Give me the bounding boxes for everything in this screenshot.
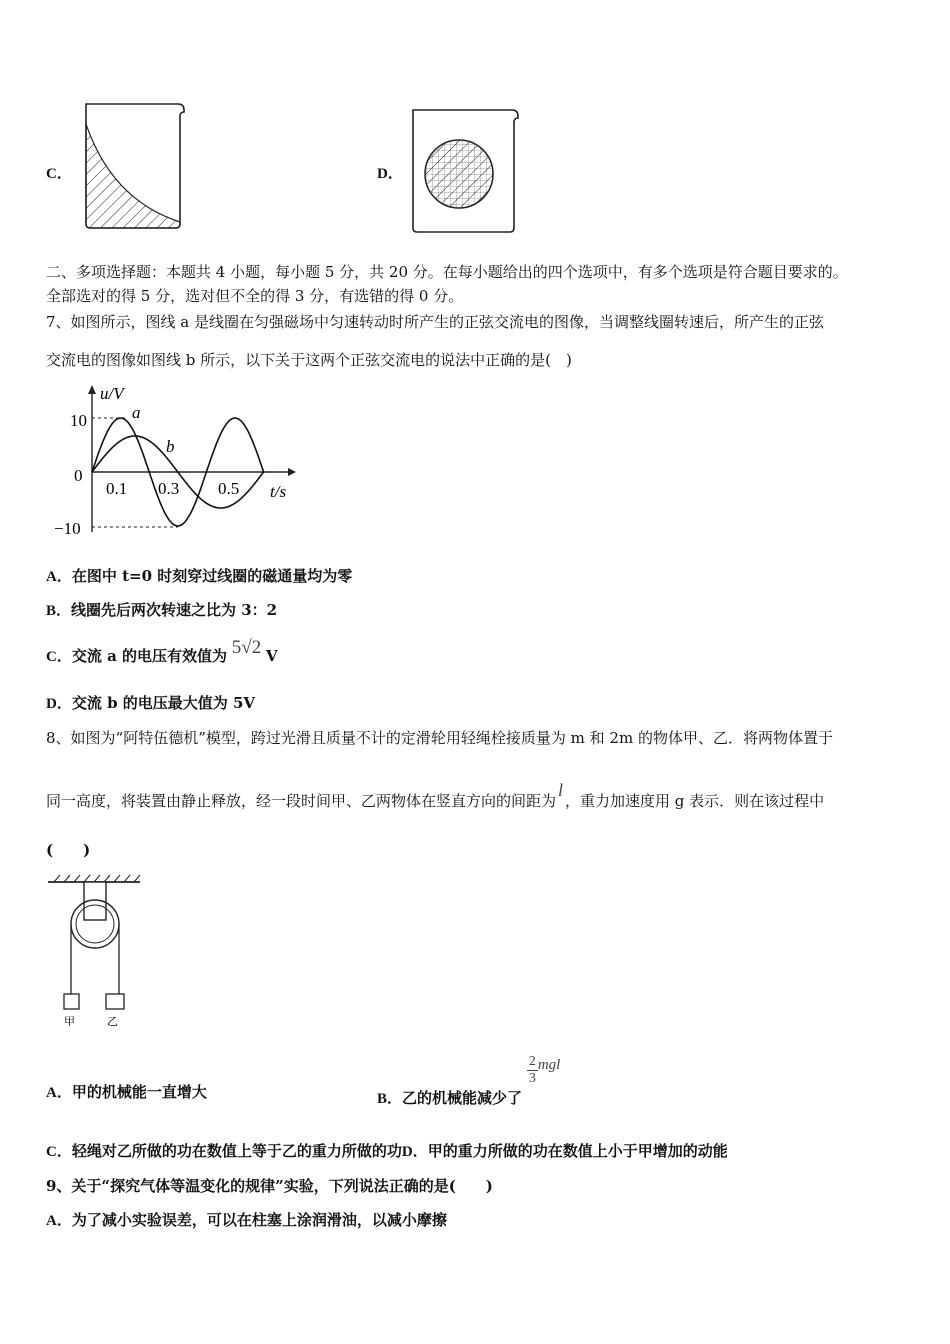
q9-option-a xyxy=(46,1210,447,1231)
prev-option-c-label: C． xyxy=(46,166,72,182)
q8-stem-line2-post: ，重力加速度用 g 表示．则在该过程中 xyxy=(565,792,825,810)
q8-stem-line2-pre: 同一高度，将装置由静止释放，经一段时间甲、乙两物体在竖直方向的间距为 xyxy=(46,792,557,810)
q8-option-c-label: C． xyxy=(46,1144,72,1160)
q7-option-a-text: 在图中 t=0 时刻穿过线圈的磁通量均为零 xyxy=(71,567,353,585)
q7-option-a xyxy=(46,566,352,587)
atwood-machine-figure xyxy=(44,872,154,1032)
q8-option-b-math: mgl xyxy=(537,1056,561,1073)
q8-option-b-text: 乙的机械能减少了 xyxy=(402,1088,523,1107)
q7-option-b xyxy=(46,600,277,621)
q7-option-a-label: A． xyxy=(46,569,72,585)
q8-option-d-label: D． xyxy=(401,1144,428,1160)
y-tick-neg10: −10 xyxy=(54,519,81,538)
beaker-c-figure xyxy=(86,104,184,228)
y-tick-10: 10 xyxy=(70,411,87,430)
section2-line2: 全部选对的得 5 分，选对但不全的得 3 分，有选错的得 0 分。 xyxy=(46,287,464,305)
q8-option-a xyxy=(46,1082,207,1103)
curve-a-label: a xyxy=(132,403,141,422)
x-tick-01: 0.1 xyxy=(106,479,128,498)
q7-option-c-label: C． xyxy=(46,649,72,665)
q7-option-c-math: 5√2 xyxy=(231,637,262,658)
q9-option-a-text: 为了减小实验误差，可以在柱塞上涂润滑油，以减小摩擦 xyxy=(71,1211,447,1229)
q8-option-d-text: 甲的重力所做的功在数值上小于甲增加的动能 xyxy=(427,1142,728,1160)
q7-option-b-text: 线圈先后两次转速之比为 3：2 xyxy=(71,601,278,619)
beaker-d-figure xyxy=(413,110,518,232)
q8-answer-paren: ( ) xyxy=(46,841,91,859)
q8-stem-line2 xyxy=(46,780,825,811)
q7-sine-graph xyxy=(40,382,310,547)
q8-stem-line1: 8、如图为“阿特伍德机”模型，跨过光滑且质量不计的定滑轮用轻绳栓接质量为 m 和 2m 的物体甲、乙．将两物体置于 xyxy=(46,729,833,747)
q8-option-a-text: 甲的机械能一直增大 xyxy=(71,1083,207,1101)
q7-stem-line1: 7、如图所示，图线 a 是线圈在匀强磁场中匀速转动时所产生的正弦交流电的图像，当调整线圈转速后，所产生的正弦 xyxy=(46,313,825,331)
prev-option-d-label: D． xyxy=(377,166,403,182)
label-jia: 甲 xyxy=(64,1016,75,1028)
x-tick-05: 0.5 xyxy=(218,479,240,498)
curve-b-label: b xyxy=(166,437,175,456)
q7-option-c-text: 交流 a 的电压有效值为 xyxy=(71,647,228,665)
q7-option-b-label: B． xyxy=(46,603,72,619)
beaker-figures xyxy=(0,0,950,240)
q7-stem-line2: 交流电的图像如图线 b 所示，以下关于这两个正弦交流电的说法中正确的是( ) xyxy=(46,351,572,369)
q7-option-c-unit: V xyxy=(266,647,278,665)
y-axis-label: u/V xyxy=(100,384,124,403)
y-tick-0: 0 xyxy=(74,466,83,485)
section2-line1: 二、多项选择题：本题共 4 小题，每小题 5 分，共 20 分。在每小题给出的四个选项中，有多个选项是符合题目要求的。 xyxy=(46,263,848,281)
q8-option-c-text: 轻绳对乙所做的功在数值上等于乙的重力所做的功 xyxy=(71,1142,402,1160)
x-axis-label: t/s xyxy=(270,482,287,501)
q9-option-a-label: A． xyxy=(46,1213,72,1229)
q8-option-b xyxy=(377,1054,561,1107)
q8-stem-math-l: l xyxy=(558,780,564,800)
x-axis-arrow xyxy=(288,468,296,476)
q8-option-a-label: A． xyxy=(46,1085,72,1101)
q8-option-b-label: B． xyxy=(377,1090,403,1107)
q8-option-c-d xyxy=(46,1141,728,1162)
label-yi: 乙 xyxy=(107,1016,118,1028)
q9-stem: 9、关于“探究气体等温变化的规律”实验，下列说法正确的是( ) xyxy=(46,1177,493,1195)
q7-option-d-label: D． xyxy=(46,696,72,712)
q7-option-d-text: 交流 b 的电压最大值为 5V xyxy=(71,694,256,712)
q7-option-c xyxy=(46,637,278,667)
q8-option-b-fraction: $\frac{2}{3}$ xyxy=(528,1054,536,1086)
x-tick-03: 0.3 xyxy=(158,479,180,498)
y-axis-arrow xyxy=(88,385,96,394)
q7-option-d xyxy=(46,693,255,714)
